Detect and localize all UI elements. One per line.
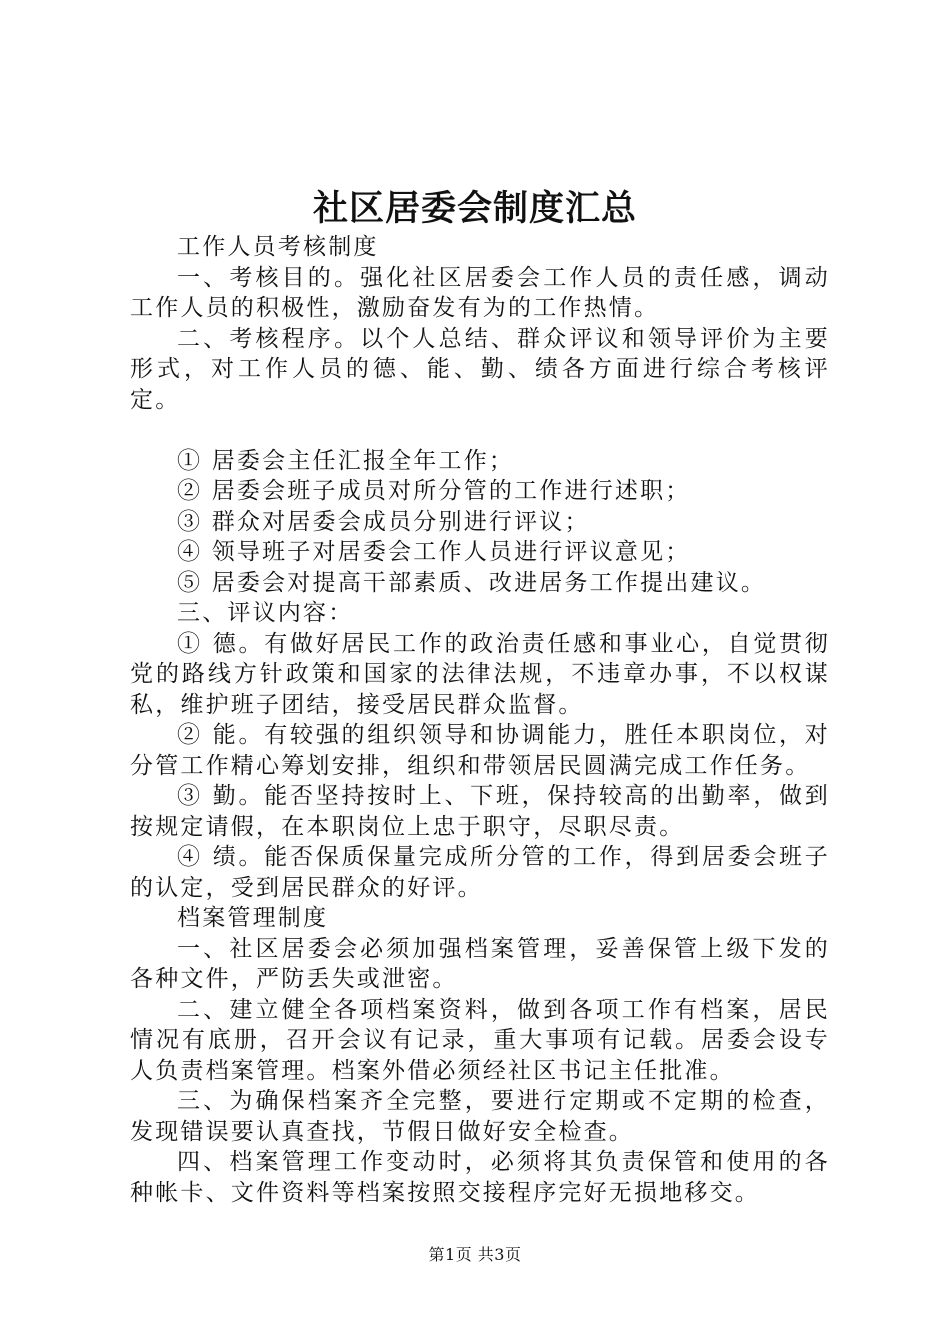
body-paragraph: 档案管理制度 [177, 905, 329, 931]
body-paragraph: ① 德。有做好居民工作的政治责任感和事业心，自觉贯彻党的路线方针政策和国家的法律法规，不违章办事，不以权谋私，维护班子团结，接受居民群众监督。 [130, 630, 830, 718]
document-title: 社区居委会制度汇总 [312, 188, 637, 229]
body-paragraph: ⑤ 居委会对提高干部素质、改进居务工作提出建议。 [177, 569, 767, 596]
body-paragraph: 三、为确保档案齐全完整，要进行定期或不定期的检查，发现错误要认真查找，节假日做好安全检查。 [130, 1088, 830, 1145]
body-paragraph: ④ 领导班子对居委会工作人员进行评议意见； [177, 539, 691, 565]
body-paragraph: 二、建立健全各项档案资料，做到各项工作有档案，居民情况有底册，召开会议有记录，重大事项有记载。居委会设专人负责档案管理。档案外借必须经社区书记主任批准。 [130, 996, 830, 1084]
body-paragraph: ③ 勤。能否坚持按时上、下班，保持较高的出勤率，做到按规定请假，在本职岗位上忠于职守，尽职尽责。 [130, 783, 830, 840]
body-paragraph: ② 能。有较强的组织领导和协调能力，胜任本职岗位，对分管工作精心筹划安排，组织和带领居民圆满完成工作任务。 [130, 722, 830, 779]
body-paragraph: 二、考核程序。以个人总结、群众评议和领导评价为主要形式，对工作人员的德、能、勤、绩各方面进行综合考核评定。 [130, 325, 830, 413]
blank-line [130, 415, 830, 446]
body-paragraph: 一、考核目的。强化社区居委会工作人员的责任感，调动工作人员的积极性，激励奋发有为的工作热情。 [130, 264, 830, 321]
body-paragraph: 工作人员考核制度 [177, 234, 379, 260]
page-footer [0, 1244, 950, 1266]
body-paragraph: ③ 群众对居委会成员分别进行评议； [177, 508, 590, 535]
body-paragraph: ② 居委会班子成员对所分管的工作进行述职； [177, 478, 691, 504]
body-paragraph: 三、评议内容： [177, 600, 354, 626]
document-body [130, 232, 830, 1208]
body-paragraph: 四、档案管理工作变动时，必须将其负责保管和使用的各种帐卡、文件资料等档案按照交接程序完好无损地移交。 [130, 1149, 830, 1206]
body-paragraph: 一、社区居委会必须加强档案管理，妥善保管上级下发的各种文件，严防丢失或泄密。 [130, 935, 830, 992]
body-paragraph: ① 居委会主任汇报全年工作； [177, 447, 515, 474]
body-paragraph: ④ 绩。能否保质保量完成所分管的工作，得到居委会班子的认定，受到居民群众的好评。 [130, 844, 830, 901]
page-indicator: 第1页 共3页 [428, 1245, 522, 1264]
